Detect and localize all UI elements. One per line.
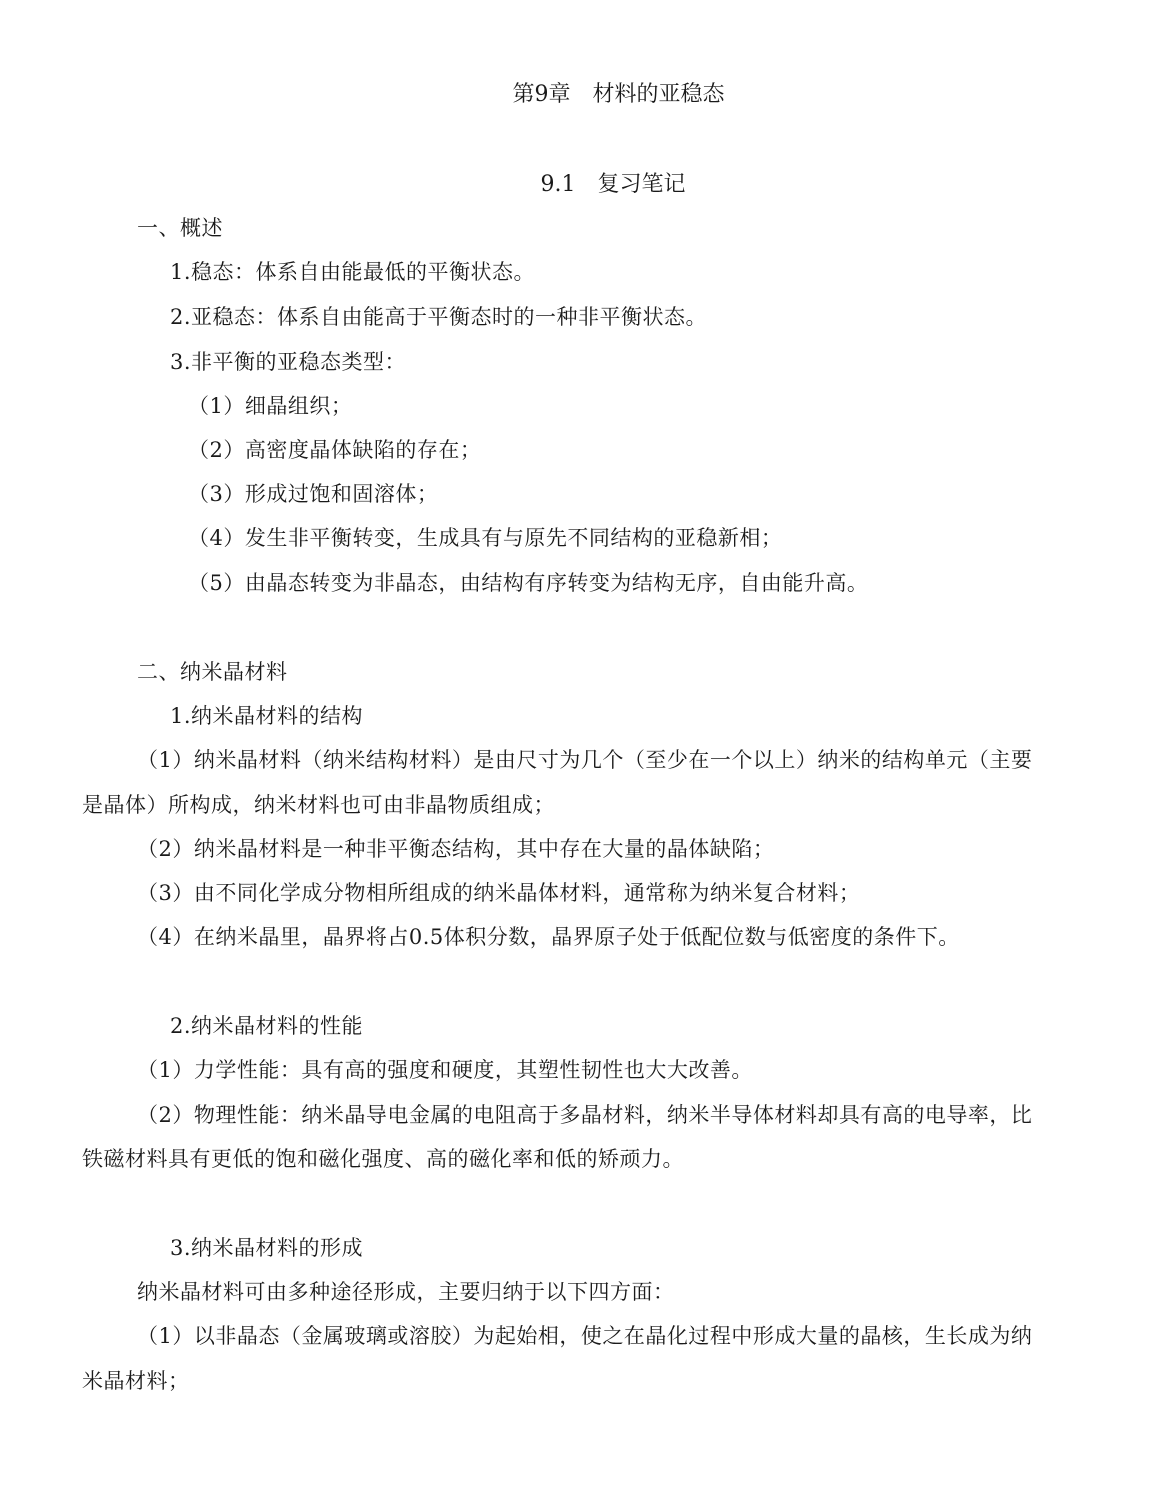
heading-nanocrystalline: 二、纳米晶材料 [137, 660, 288, 684]
paragraph-line: （2）物理性能：纳米晶导电金属的电阻高于多晶材料，纳米半导体材料却具有高的电导率，比 [137, 1103, 1033, 1127]
paragraph-line: （1）以非晶态（金属玻璃或溶胶）为起始相，使之在晶化过程中形成大量的晶核，生长成为纳 [137, 1324, 1033, 1348]
subheading-formation: 3.纳米晶材料的形成 [170, 1236, 364, 1260]
paragraph-line: （3）由不同化学成分物相所组成的纳米晶体材料，通常称为纳米复合材料； [137, 881, 861, 905]
section-name: 复习笔记 [597, 172, 686, 197]
sub-list-item: （3）形成过饱和固溶体； [188, 482, 439, 506]
chapter-number: 第9章 [512, 82, 571, 107]
subheading-properties: 2.纳米晶材料的性能 [170, 1014, 364, 1038]
paragraph-line: 铁磁材料具有更低的饱和磁化强度、高的磁化率和低的矫顽力。 [82, 1147, 684, 1171]
paragraph-line: 米晶材料； [82, 1369, 190, 1393]
sub-list-item: （5）由晶态转变为非晶态，由结构有序转变为结构无序，自由能升高。 [188, 571, 869, 595]
paragraph-line: （4）在纳米晶里，晶界将占0.5体积分数，晶界原子处于低配位数与低密度的条件下。 [137, 925, 960, 949]
chapter-name: 材料的亚稳态 [592, 82, 725, 107]
subheading-structure: 1.纳米晶材料的结构 [170, 704, 364, 728]
list-item: 1.稳态：体系自由能最低的平衡状态。 [170, 260, 536, 284]
paragraph-line: （1）力学性能：具有高的强度和硬度，其塑性韧性也大大改善。 [137, 1058, 753, 1082]
sub-list-item: （2）高密度晶体缺陷的存在； [188, 438, 482, 462]
sub-list-item: （4）发生非平衡转变，生成具有与原先不同结构的亚稳新相； [188, 526, 783, 550]
paragraph-line: 是晶体）所构成，纳米材料也可由非晶物质组成； [82, 793, 555, 817]
section-number: 9.1 [540, 172, 576, 197]
paragraph-line: 纳米晶材料可由多种途径形成，主要归纳于以下四方面： [137, 1280, 675, 1304]
sub-list-item: （1）细晶组织； [188, 394, 353, 418]
heading-overview: 一、概述 [137, 216, 223, 240]
chapter-title [0, 80, 1159, 110]
section-title [0, 170, 1159, 200]
paragraph-line: （1）纳米晶材料（纳米结构材料）是由尺寸为几个（至少在一个以上）纳米的结构单元（主要 [137, 748, 1033, 772]
list-item: 2.亚稳态：体系自由能高于平衡态时的一种非平衡状态。 [170, 305, 708, 329]
paragraph-line: （2）纳米晶材料是一种非平衡态结构，其中存在大量的晶体缺陷； [137, 837, 775, 861]
list-item: 3.非平衡的亚稳态类型： [170, 350, 407, 374]
